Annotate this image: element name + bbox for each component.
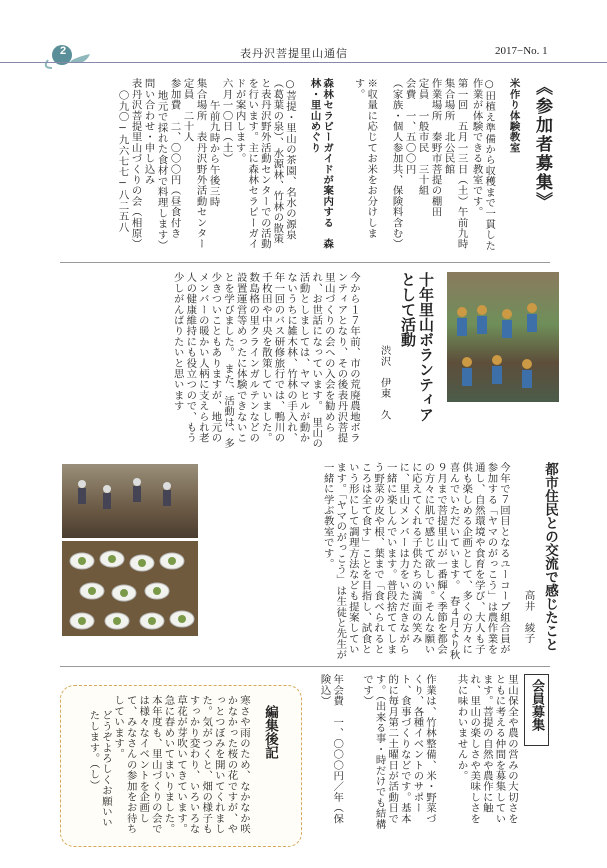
rice-note: ※収量に応じてお米をお分けします。: [352, 78, 378, 239]
membership-work: 作業は、竹林整備、米・野菜づくり、各種イベントのサポート、食事づくりなどです。基本的に毎月第二土曜日が活動日です。（出来る事・時だけでも結構です）: [361, 674, 436, 830]
rice-body: ○田植え準備から収穫まで一貫した作業が体験できる教室です。: [470, 78, 496, 251]
exchange-title: 都市住民との交流で感じたこと: [542, 462, 558, 651]
newsletter-title: 表丹沢菩提里山通信: [240, 47, 348, 60]
section-divider-bottom: [60, 666, 550, 667]
forest-fee-note: 地元で採れた食材で料理します）: [155, 90, 168, 251]
people-planting-icon: [447, 272, 559, 402]
rice-capacity: 定員 一般市民 三十組: [416, 78, 429, 196]
editorial-title: 編集後記: [262, 705, 278, 759]
membership-fee: 年会費 一、〇〇〇円／年（保険込）: [318, 674, 344, 824]
forest-capacity: 定員 二十人: [181, 78, 194, 143]
issue-number: 2017−No. 1: [495, 45, 548, 57]
exchange-body: 今年で７回目となるユーコープ組合員が参加する「ヤマのがっこう」は農作業を通し、自然環境や食育を学び、大人も子供も楽しめる企画として、多くの方々に喜んでいただいています。 春４月より秋９月まで菩提里山が一番輝く季節を都会の方々に肌で感じて欲しい。そんな願いに応えてくれる子供たちの満面の笑みに、里山メンバーは力をいただきながら一緒に楽しんでいます。普段捨ててしまう野菜の皮や根、葉まで「食べられるところは全て食す」ことを目指し、試食という形にして調理方法なども提案しています。「ヤマのがっこう」は生徒と先生が一緒に学ぶ教室です。: [321, 462, 510, 661]
rice-work-place: 作業場所 秦野市菩提の棚田: [429, 78, 442, 218]
rice-planting-photo: [447, 272, 559, 402]
rice-dates: 第一回 五月一三日（土）午前九時: [455, 78, 468, 250]
plates-icon: [62, 541, 198, 636]
header-rule: [0, 62, 607, 63]
forest-heading: 森林セラピーガイドが案内する 森林・里山めぐり: [308, 78, 334, 250]
page-number: 2: [59, 45, 67, 57]
dishes-photo: [62, 541, 198, 636]
forest-time: 午前九時から午後三時: [207, 100, 220, 207]
forest-date: 六月一〇日（土）: [220, 78, 233, 164]
forest-contact-org: 表丹沢菩提里山づくりの会（相原）: [129, 78, 142, 250]
volunteer-title: 十年里山ボランティアとして活動: [399, 272, 435, 422]
forest-contact-label: 問い合わせ・申し込み: [142, 78, 155, 185]
membership-body: 里山保全や農の営みの大切さをともに考える仲間を募集しています。菩提の自然や農作に触れ、里山の楽しさや美味しさを共に味わいませんか。: [455, 674, 518, 824]
section-divider-top: [60, 262, 550, 263]
editorial-body: 寒さや雨のため、なかなか咲かなかった桜の花ですが、やっとつぼみを開いてくれました。気がつくと、畑の様子もすっかり変わり、いろいろな草花が芽吹いてきています。急に春めいてまいりました。本年度も、里山づくりの会では様々なイベントを企画して、みなさんの参加をお待ちしています。: [112, 695, 250, 835]
rice-fee-note: （家族・個人参加共、保険料含む）: [390, 78, 403, 250]
editorial-closing: どうぞよろしくお願いいたします。（し）: [87, 710, 112, 828]
rice-place: 集合場所 北公民館: [442, 78, 455, 175]
forest-place: 集合場所 表丹沢野外活動センター: [194, 78, 207, 250]
rice-heading: 米作り体験教室: [507, 78, 520, 153]
rice-fee: 会費 一、五〇〇円: [403, 78, 416, 175]
exchange-author: 高井 綾子: [522, 590, 535, 644]
volunteer-author: 渋沢 伊東 久: [378, 345, 391, 420]
workers-icon: [62, 464, 198, 538]
membership-heading: 会員募集: [524, 674, 549, 746]
forest-body: ○菩提・里山の茶園、名水の源泉（葛葉の泉）、水源林、竹林の散策と表丹沢野外活動センターでの活動を行います。主に森林セラピーガイドが案内します。: [233, 78, 296, 250]
recruitment-title: 《参加者募集》: [532, 78, 552, 211]
forest-contact-tel: 〇九〇−九六七七−八二五八: [116, 90, 129, 233]
forest-fee: 参加費 二、〇〇〇円（昼食付き: [168, 78, 181, 239]
volunteer-body: 今から１７年前、市の荒廃農地ボランティアとなり、その後表丹沢菩提里山づくりの会への入会を勧められ、お世話になっています。 里山の活動としましては、ヤマヒルが動かないうちに雑木林、竹林の手入れ、年一回のバス研修旅行では、鴨川の千枚田や中央を散策していました。数島格の里クラインガルテンなどの設置運営等めったに体験できないことを学びました。 また、活動は、多少きついこともありますが、地元のメンバーの暖かい人柄に支えられ老人の健康維持にも役立つので、もう少しがんばりたいと思います: [171, 272, 360, 449]
workshop-photo: [62, 464, 198, 538]
